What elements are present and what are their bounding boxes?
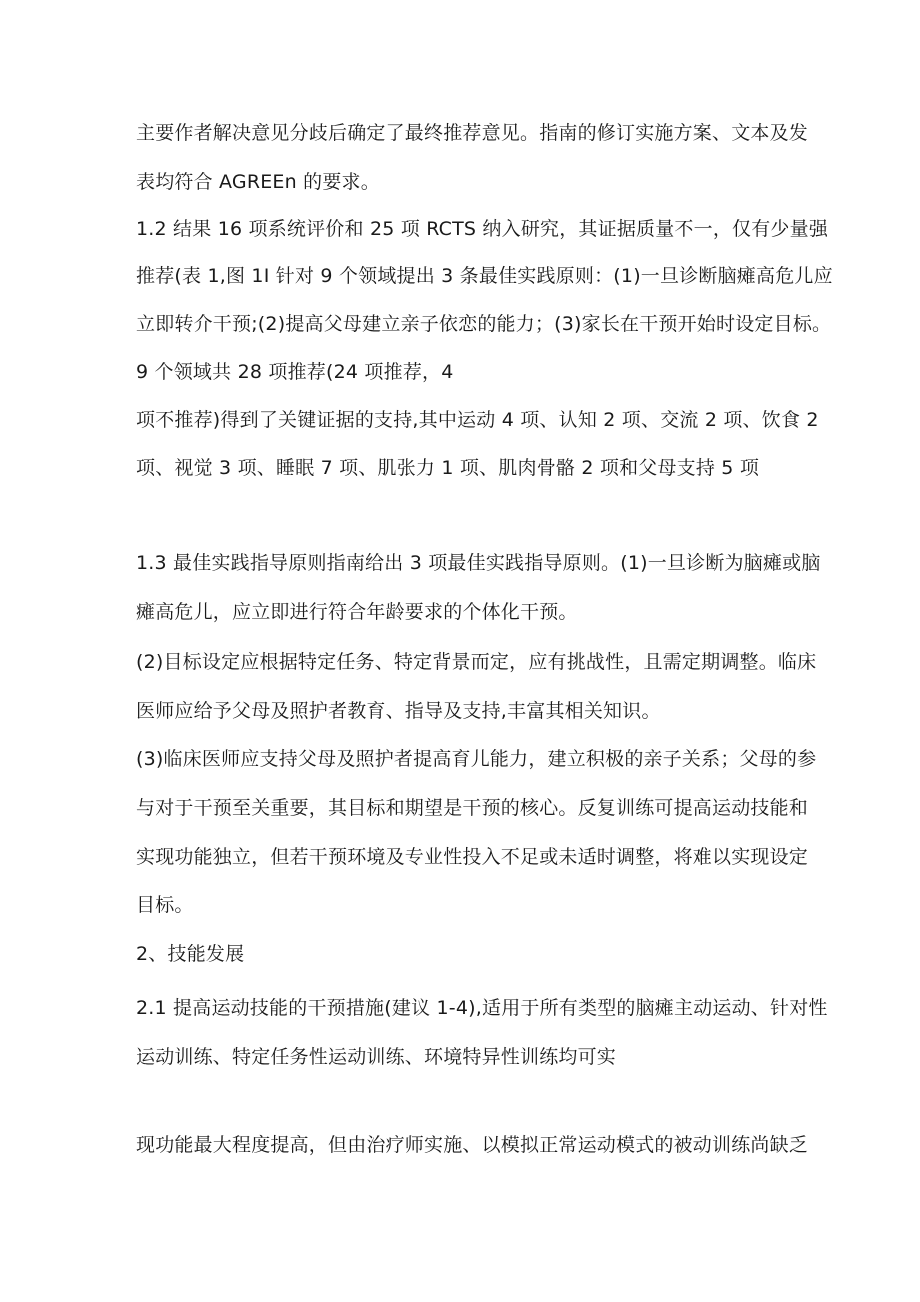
text-line: 项、视觉 3 项、睡眠 7 项、肌张力 1 项、肌肉骨骼 2 项和父母支持 5 项	[136, 457, 760, 479]
text-line: 2.1 提高运动技能的干预措施(建议 1-4),适用于所有类型的脑瘫主动运动、针对性	[136, 997, 828, 1019]
text-line: 立即转介干预;(2)提高父母建立亲子依恋的能力；(3)家长在干预开始时设定目标。	[136, 313, 832, 335]
text-line: 运动训练、特定任务性运动训练、环境特异性训练均可实	[136, 1046, 617, 1068]
text-line: 目标。	[136, 894, 194, 916]
text-line: 推荐(表 1,图 1I 针对 9 个领域提出 3 条最佳实践原则：(1)一旦诊断脑瘫高危儿应	[136, 265, 833, 287]
text-line: 现功能最大程度提高，但由治疗师实施、以模拟正常运动模式的被动训练尚缺乏	[136, 1134, 809, 1156]
text-line: 瘫高危儿，应立即进行符合年龄要求的个体化干预。	[136, 601, 578, 623]
text-line: 与对于干预至关重要，其目标和期望是干预的核心。反复训练可提高运动技能和	[136, 797, 809, 819]
text-line: 医师应给予父母及照护者教育、指导及支持,丰富其相关知识。	[136, 700, 661, 722]
text-line: 1.2 结果 16 项系统评价和 25 项 RCTS 纳入研究，其证据质量不一，仅有少量强	[136, 218, 829, 240]
text-line: 表均符合 AGREEn 的要求。	[136, 171, 380, 193]
text-line: 1.3 最佳实践指导原则指南给出 3 项最佳实践指导原则。(1)一旦诊断为脑瘫或脑	[136, 552, 821, 574]
text-line: (3)临床医师应支持父母及照护者提高育儿能力，建立积极的亲子关系；父母的参	[136, 748, 817, 770]
section-heading: 2、技能发展	[136, 943, 245, 965]
text-line: (2)目标设定应根据特定任务、特定背景而定，应有挑战性，且需定期调整。临床	[136, 651, 817, 673]
text-line: 项不推荐)得到了关键证据的支持,其中运动 4 项、认知 2 项、交流 2 项、饮食 2	[136, 409, 819, 431]
text-line: 主要作者解决意见分歧后确定了最终推荐意见。指南的修订实施方案、文本及发	[136, 122, 809, 144]
text-line: 实现功能独立，但若干预环境及专业性投入不足或未适时调整，将难以实现设定	[136, 846, 809, 868]
text-line: 9 个领域共 28 项推荐(24 项推荐，4	[136, 361, 454, 383]
